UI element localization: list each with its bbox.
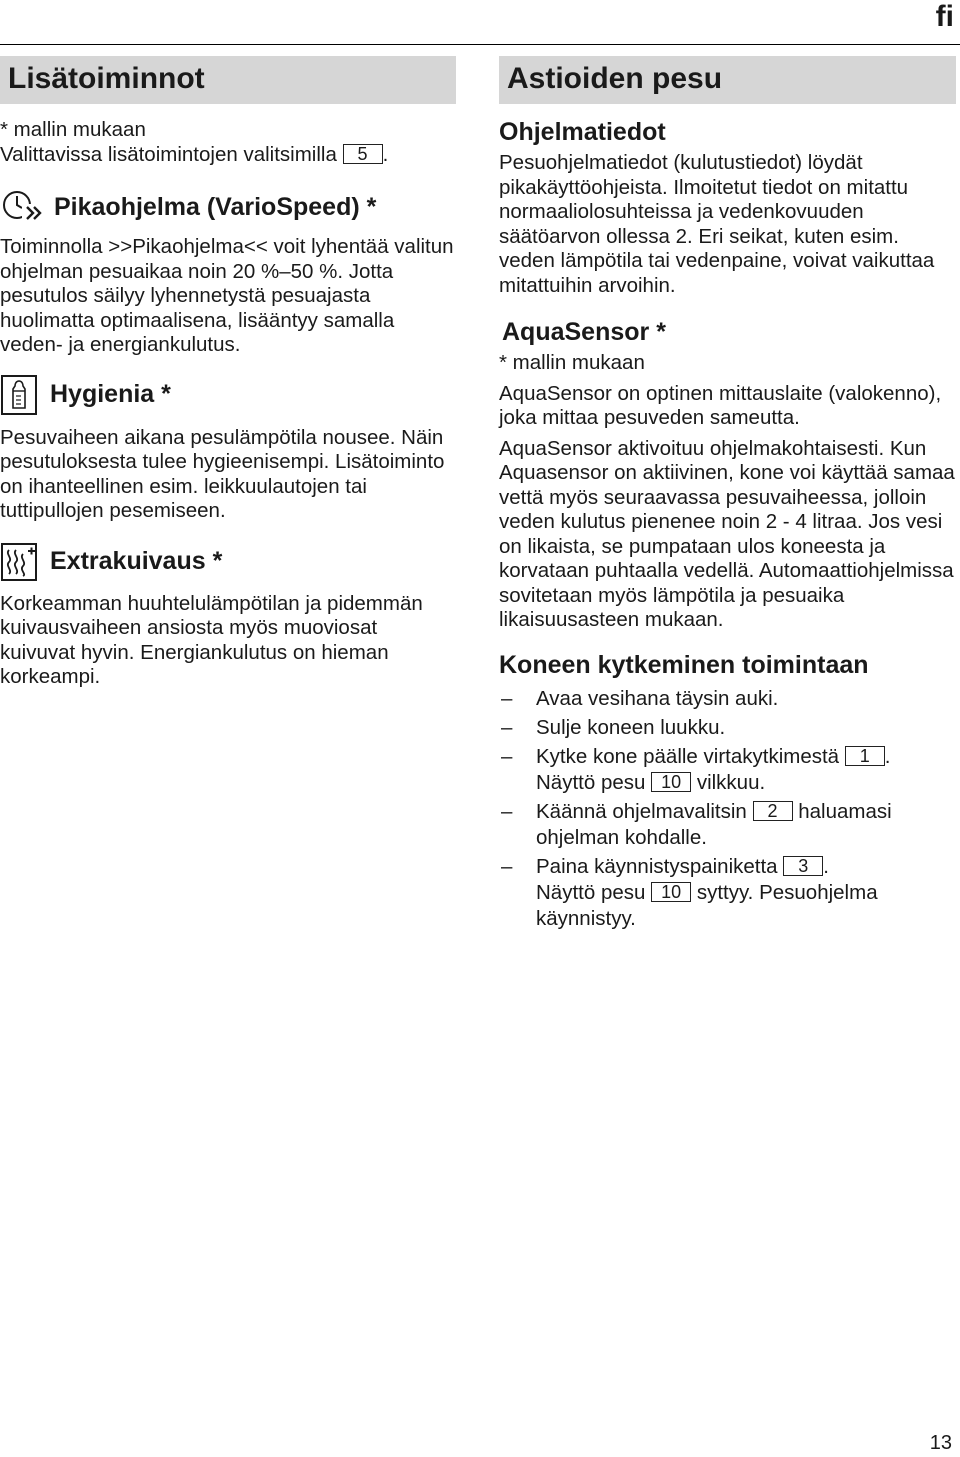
intro-paragraph: [0, 143, 456, 168]
aquasensor-paragraph-2: AquaSensor aktivoituu ohjelmakohtaisesti. Kun Aquasensor on aktiivinen, kone voi käyttää samaa vettä myös seuraavassa pesuvaiheessa, jolloin veden kulutus pienenee noin 2 - 4 litraa. Jos vesi on likaista, se pumpataan ulos koneesta ja korvataan puhtaalla vedellä. Automaattiohjelmissa sovitetaan myös lämpötila ja pesuaika likaisuusasteen mukaan.: [499, 436, 955, 631]
intro-end: .: [382, 142, 389, 166]
step-text: Kytke kone päälle virtakytkimestä: [536, 744, 840, 768]
step-text: Paina käynnistyspainiketta: [536, 854, 778, 878]
page-number: 13: [929, 1432, 952, 1454]
section-title-astioiden-pesu: Astioiden pesu: [499, 56, 956, 104]
step-item: [499, 799, 956, 851]
key-display-10: 10: [651, 772, 691, 792]
step-text: Avaa vesihana täysin auki.: [536, 686, 779, 710]
ohjelmatiedot-text: Pesuohjelmatiedot (kulutustiedot) löydät pikakäyttöohjeista. Ilmoitetut tiedot on mitattu normaaliolosuhteissa ja vedenkovuuden säätöarvon ollessa 2. Eri seikat, kuten esim. veden lämpötila tai vedenpaine, voivat vaikuttaa mitattuihin arvoihin.: [499, 151, 935, 297]
baby-bottle-icon: [0, 374, 38, 416]
feature-text: Korkeamman huuhtelulämpötilan ja pidemmän kuivausvaiheen ansiosta myös muoviosat kuivuvat hyvin. Energiankulutus on hieman korkeampi.: [0, 591, 423, 688]
key-start-button-3: 3: [783, 856, 823, 876]
feature-header-hygienia: [0, 374, 456, 416]
heat-waves-plus-icon: [0, 542, 38, 582]
header-rule: [0, 44, 960, 45]
step-text: Näyttö pesu: [536, 880, 646, 904]
section-title-lisatoiminnot: Lisätoiminnot: [0, 56, 456, 104]
list-dash: –: [501, 854, 513, 878]
left-column: [0, 56, 456, 690]
list-dash: –: [501, 744, 513, 768]
heading-ohjelmatiedot: Ohjelmatiedot: [499, 118, 666, 146]
feature-title: Extrakuivaus *: [50, 547, 223, 575]
heading-koneen-kytkeminen: Koneen kytkeminen toimintaan: [499, 650, 869, 679]
feature-title: Pikaohjelma (VarioSpeed) *: [54, 192, 377, 221]
step-text: syttyy. Pesuohjelma käynnistyy.: [536, 880, 878, 930]
aquasensor-paragraph-1: AquaSensor on optinen mittauslaite (valokenno), joka mittaa pesuveden sameutta.: [499, 381, 942, 429]
step-text: Näyttö pesu: [536, 770, 646, 794]
feature-text: Toiminnolla >>Pikaohjelma<< voit lyhentää valitun ohjelman pesuaikaa noin 20 %–50 %. Jotta pesutulos säilyy lyhennetystä pesuajasta huolimatta optimaalisena, lisääntyy samalla veden- ja energiankulutus.: [0, 235, 454, 356]
step-text: Sulje koneen luukku.: [536, 715, 726, 739]
selector-key-5: 5: [343, 144, 383, 164]
intro-text: Valittavissa lisätoimintojen valitsimilla: [0, 142, 337, 166]
steps-list: [499, 686, 956, 932]
right-column: [499, 56, 956, 935]
feature-text: Pesuvaiheen aikana pesulämpötila nousee. Näin pesutuloksesta tulee hygieenisempi. Lisätoiminto on ihanteellinen esim. leikkuulautojen tai tuttipullojen pesemiseen.: [0, 425, 445, 522]
feature-title: Hygienia *: [50, 380, 171, 408]
step-text: vilkkuu.: [696, 770, 766, 794]
model-note: * mallin mukaan: [0, 118, 146, 141]
step-item: [499, 854, 956, 932]
key-program-selector-2: 2: [753, 801, 793, 821]
step-text: .: [823, 854, 829, 878]
heading-aquasensor: AquaSensor *: [502, 318, 666, 346]
step-item: [499, 715, 956, 741]
clock-fast-icon: [0, 187, 48, 227]
key-display-10: 10: [651, 882, 691, 902]
list-dash: –: [501, 715, 513, 739]
feature-header-extrakuivaus: [0, 542, 456, 582]
aquasensor-note: * mallin mukaan: [499, 351, 645, 374]
step-text: Käännä ohjelmavalitsin: [536, 799, 747, 823]
feature-header-pikaohjelma: [0, 187, 456, 227]
step-item: [499, 744, 956, 796]
language-code: fi: [935, 0, 954, 33]
list-dash: –: [501, 686, 513, 710]
step-text: haluamasi ohjelman kohdalle.: [536, 799, 892, 849]
step-item: [499, 686, 956, 712]
key-power-switch-1: 1: [845, 746, 885, 766]
list-dash: –: [501, 799, 513, 823]
step-text: .: [884, 744, 891, 768]
